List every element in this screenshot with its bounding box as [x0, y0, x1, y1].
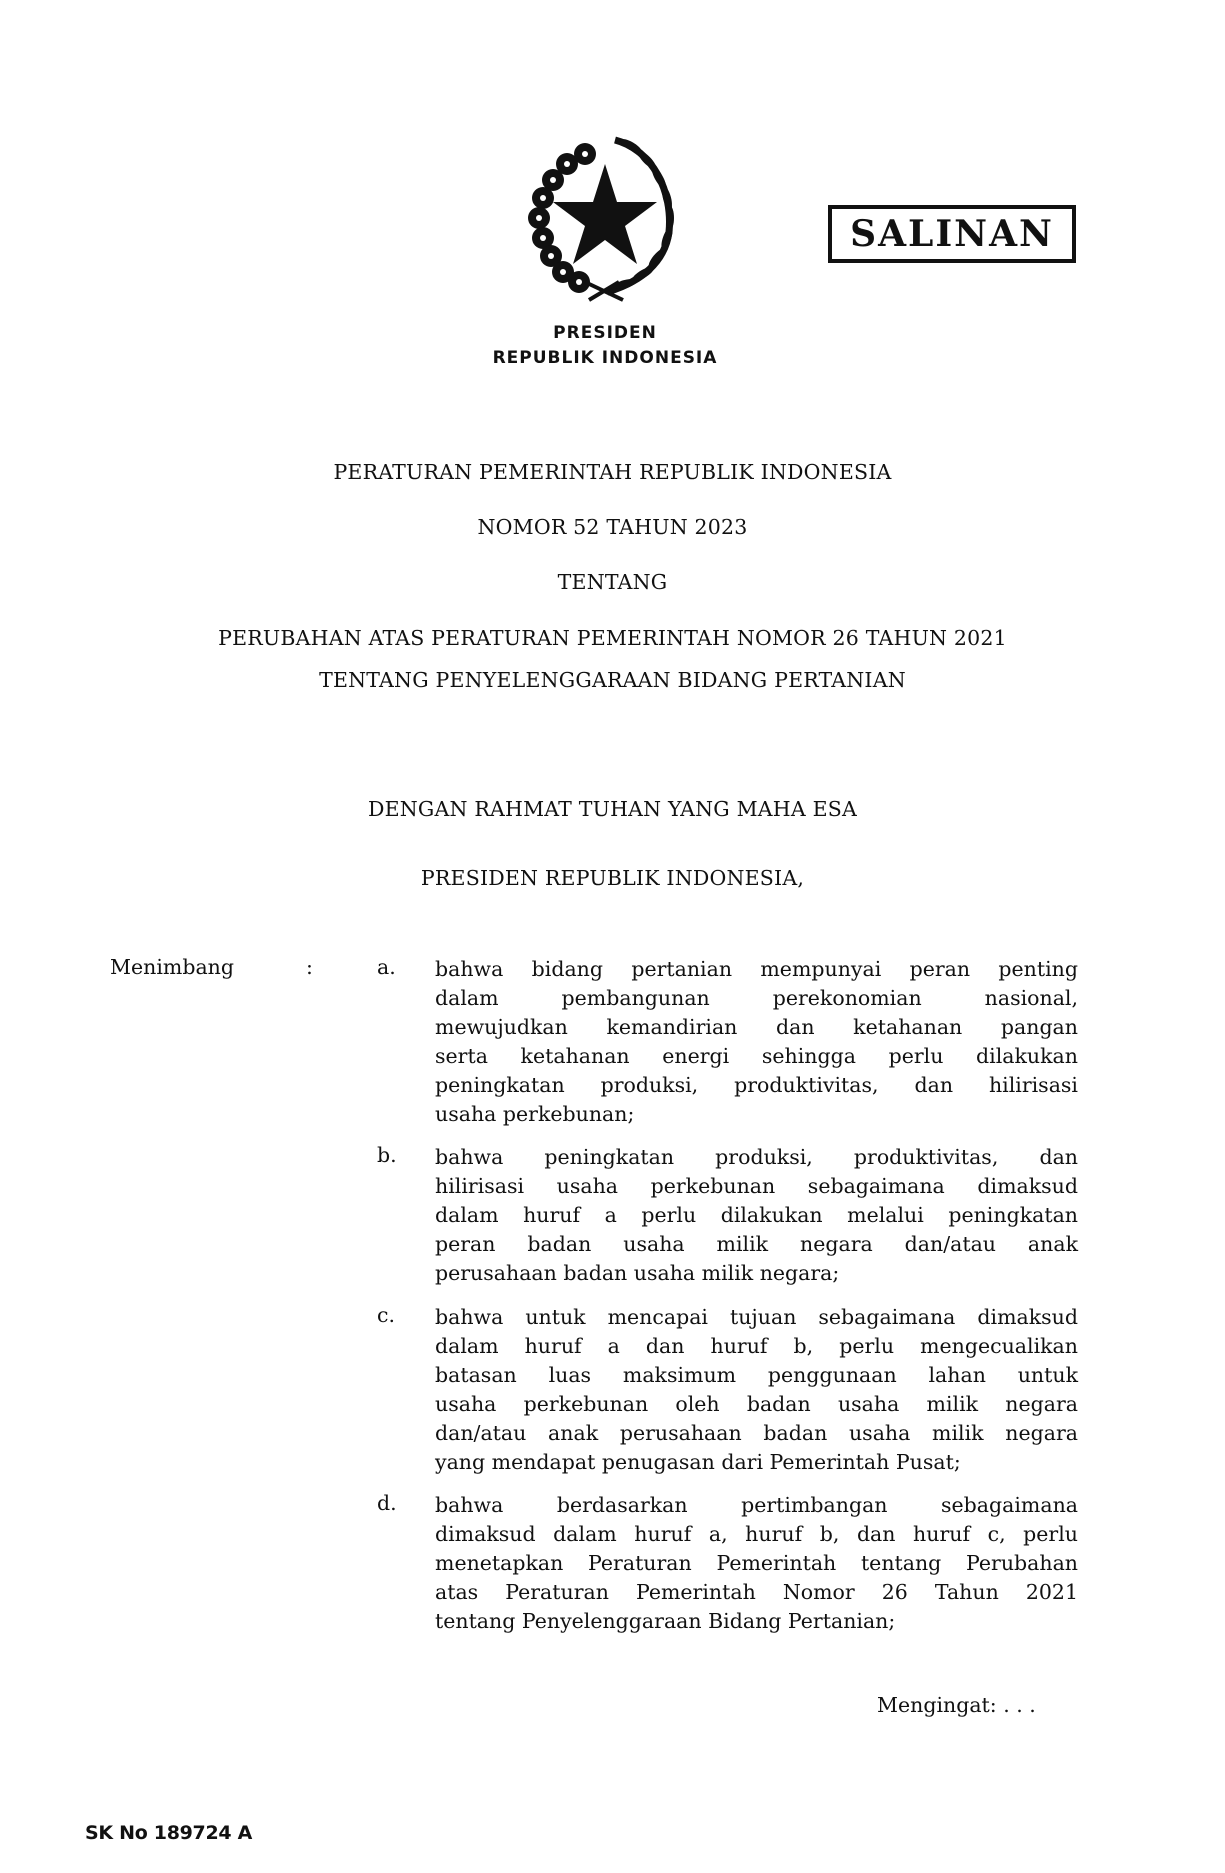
text-line: peran badan usaha milik negara dan/atau anak — [435, 1232, 1078, 1256]
text-line: bahwa bidang pertanian mempunyai peran penting — [435, 957, 1078, 981]
regulation-type: PERATURAN PEMERINTAH REPUBLIK INDONESIA — [333, 460, 892, 484]
item-text — [435, 1491, 1078, 1636]
text-line: hilirisasi usaha perkebunan sebagaimana dimaksud — [435, 1174, 1078, 1198]
about-label: TENTANG — [557, 570, 668, 594]
text-line: bahwa untuk mencapai tujuan sebagaimana dimaksud — [435, 1305, 1078, 1329]
text-line: yang mendapat penugasan dari Pemerintah Pusat; — [435, 1450, 961, 1474]
text-line: dimaksud dalam huruf a, huruf b, dan huruf c, perlu — [435, 1522, 1078, 1546]
institution-line-2: REPUBLIK INDONESIA — [492, 348, 718, 368]
copy-stamp — [828, 205, 1076, 263]
text-line: atas Peraturan Pemerintah Nomor 26 Tahun 2021 — [435, 1580, 1078, 1604]
text-line: dalam pembangunan perekonomian nasional, — [435, 986, 1078, 1010]
subject-line-2: TENTANG PENYELENGGARAAN BIDANG PERTANIAN — [319, 668, 906, 692]
text-line: bahwa peningkatan produksi, produktivitas, dan — [435, 1145, 1078, 1169]
text-line: bahwa berdasarkan pertimbangan sebagaimana — [435, 1493, 1078, 1517]
text-line: mewujudkan kemandirian dan ketahanan pangan — [435, 1015, 1078, 1039]
considering-colon: : — [306, 955, 313, 979]
presidential-seal-icon — [523, 132, 683, 302]
item-letter: d. — [377, 1491, 397, 1515]
copy-stamp-label: SALINAN — [850, 213, 1054, 255]
text-line: usaha perkebunan oleh badan usaha milik negara — [435, 1392, 1078, 1416]
text-line: usaha perkebunan; — [435, 1102, 635, 1126]
text-line: peningkatan produksi, produktivitas, dan hilirisasi — [435, 1073, 1078, 1097]
item-text — [435, 955, 1078, 1129]
invocation: DENGAN RAHMAT TUHAN YANG MAHA ESA — [367, 797, 858, 821]
item-letter: a. — [377, 955, 396, 979]
item-letter: b. — [377, 1143, 397, 1167]
text-line: tentang Penyelenggaraan Bidang Pertanian; — [435, 1609, 896, 1633]
text-line: dalam huruf a perlu dilakukan melalui peningkatan — [435, 1203, 1078, 1227]
subject-line-1: PERUBAHAN ATAS PERATURAN PEMERINTAH NOMOR 26 TAHUN 2021 — [218, 626, 1007, 650]
text-line: serta ketahanan energi sehingga perlu dilakukan — [435, 1044, 1078, 1068]
document-code: SK No 189724 A — [85, 1822, 253, 1844]
item-text — [435, 1303, 1078, 1477]
text-line: perusahaan badan usaha milik negara; — [435, 1261, 840, 1285]
text-line: menetapkan Peraturan Pemerintah tentang Perubahan — [435, 1551, 1078, 1575]
text-line: dalam huruf a dan huruf b, perlu mengecualikan — [435, 1334, 1078, 1358]
continuation-marker: Mengingat: . . . — [877, 1693, 1036, 1717]
text-line: dan/atau anak perusahaan badan usaha milik negara — [435, 1421, 1078, 1445]
regulation-number: NOMOR 52 TAHUN 2023 — [477, 515, 748, 539]
considering-label: Menimbang — [110, 955, 234, 979]
text-line: batasan luas maksimum penggunaan lahan untuk — [435, 1363, 1078, 1387]
item-letter: c. — [377, 1303, 395, 1327]
issuer: PRESIDEN REPUBLIK INDONESIA, — [420, 866, 805, 890]
item-text — [435, 1143, 1078, 1288]
institution-line-1: PRESIDEN — [553, 323, 657, 343]
